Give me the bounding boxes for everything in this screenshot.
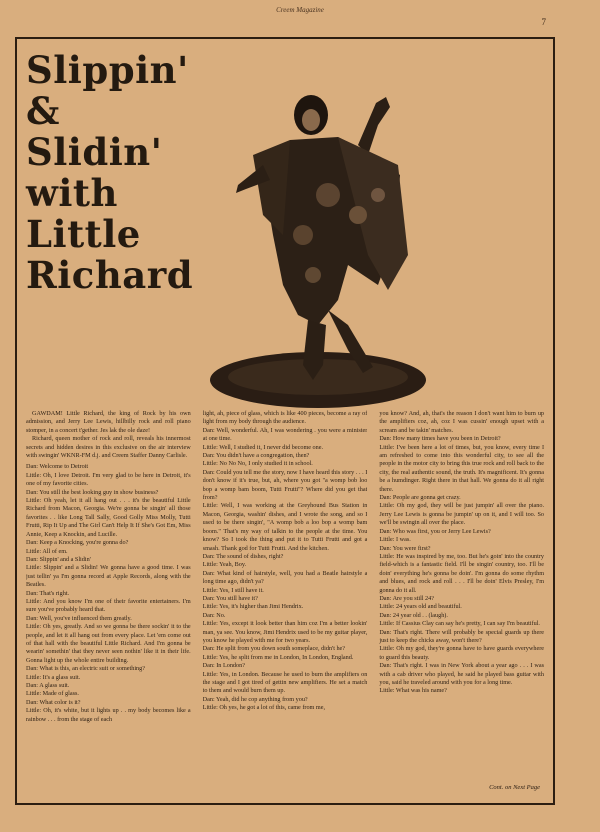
- article-paragraph: Little: I was.: [379, 536, 411, 544]
- article-paragraph: Little: Oh, it's white, but it lights up . . my body becomes like a rainbow . . . from the stage of each: [26, 707, 191, 723]
- article-paragraph: Dan: No.: [202, 611, 226, 619]
- article-paragraph: Dan: Who was first, you or Jerry Lee Lewis?: [379, 527, 491, 535]
- article-paragraph: Dan: People are gonna get crazy.: [379, 494, 461, 502]
- headline-line: &: [26, 89, 60, 133]
- article-paragraph: Dan: What color is it?: [26, 698, 81, 706]
- article-paragraph: Dan: Well, wonderful. Ah, I was wondering . you were a minister at one time.: [202, 426, 368, 443]
- article-paragraph: Little: Oh yes, greatly. And so we gonna be there sockin' it to the people, and let it all hang out from every place. Let 'em come out of that hall with the beautiful Little Richard. And I'm gonna be wearin' somethin' that they never seen nothin' like it in their life. Gonna light up the whole entire building.: [26, 623, 191, 664]
- article-paragraph: Little: Yes, I still have it.: [202, 586, 264, 594]
- article-paragraph: Little: I've been here a lot of times, but, you know, every time I am refreshed to come into this wonderful city, to see all the people in the motor city to bring this true rock and roll back to the city, the real authentic sound, the truth. It's magnificent. It's gonna be a humdinger. Right there in that hall. We gonna do it all right there.: [379, 443, 545, 493]
- article-paragraph: Little: What was his name?: [379, 687, 447, 695]
- article-paragraph: Little: Well, I was working at the Greyhound Bus Station in Macon, Georgia, washin' dishes, and I wrote the song, and so I used to be there singin', "A womp bob a loo bop a womp bam boom." That's my way of talkin to the people at the time. You know? So I took the thing and put it to Tutti Frutti and got a smash. Thank god for Tutti Frutti. And the kitchen.: [202, 502, 368, 552]
- article-paragraph: Dan: He split from you down south someplace, didn't he?: [202, 645, 346, 653]
- article-paragraph: Dan: That's right. I was in New York about a year ago . . . I was with a cab driver who played, he said he played bass guitar with you, said he traveled around with you for a long time.: [379, 662, 545, 686]
- article-paragraph: Dan: Are you still 24?: [379, 594, 434, 602]
- article-paragraph: light, ah, piece of glass, which is like 400 pieces, become a ray of light from my body through the audience.: [202, 410, 368, 426]
- article-paragraph: Dan: How many times have you been in Detroit?: [379, 435, 501, 443]
- article-paragraph: Dan: What is this, an electric suit or something?: [26, 665, 145, 673]
- article-paragraph: Little: Oh yes, he got a lot of this, came from me,: [202, 704, 326, 712]
- article-column: [379, 410, 544, 794]
- article-paragraph: Dan: What kind of hairstyle, well, you had a Beatle hairstyle a long time ago, didn't ya?: [202, 569, 368, 586]
- headline-line: Slidin': [26, 130, 163, 174]
- article-paragraph: Richard, queen mother of rock and roll, reveals his innermost secrets and hidden desires in this exclusive on the air interview with swingin' WKNR-FM d.j. and Creem Staffer Danny Carlisle.: [26, 435, 191, 460]
- article-paragraph: Little: 24 years old and beautiful.: [379, 603, 462, 611]
- article-paragraph: Little: Slippin' and a Slidin! We gonna have a good time. I was just tellin' ya I'm gonna record at Apple Records, along with the Beatles.: [26, 564, 191, 589]
- article-paragraph: GAWDAM! Little Richard, the king of Rock by his own admission, and Jerry Lee Lewis, hillbilly rock and roll piano stomper, in a concert t'gether. Jes lak the ole daze!: [26, 410, 191, 434]
- article-paragraph: Little: Oh yeah, let it all hang out . . . it's the beautiful Little Richard from Macon, Georgia. We're gonna be singin' all those favorites . . like Long Tall Sally, Good Golly Miss Molly, Tutti Frutti, Rip It Up and The Girl Can't Help It If She's Got Em, Miss Annie, Keep a Knockin, and Lucille.: [26, 497, 191, 538]
- article-paragraph: Little: It's a glass suit.: [26, 673, 81, 681]
- article-paragraph: Dan: You still the best looking guy in show business?: [26, 488, 159, 496]
- article-paragraph: Little: No No No, I only studied it in school.: [202, 460, 313, 468]
- article-paragraph: Little: Made of glass.: [26, 690, 79, 698]
- article-paragraph: Little: Well, I studied it, I never did become one.: [202, 443, 324, 451]
- headline-line: Little: [26, 212, 141, 256]
- article-paragraph: Dan: You were first?: [379, 544, 431, 552]
- headline-line: Richard: [26, 253, 194, 297]
- article-paragraph: Dan: The sound of dishes, right?: [202, 552, 284, 560]
- article-paragraph: Little: Yes, except it look better than him coz I'm a better lookin' man, ya see. You know, Jimi Hendrix used to be my guitar player, you know he played with me for two years.: [202, 620, 368, 644]
- article-paragraph: Dan: 24 year old . . (laugh).: [379, 611, 448, 619]
- headline-line: with: [26, 171, 118, 215]
- article-paragraph: Dan: Well, you've influenced them greatly.: [26, 614, 132, 622]
- article-paragraph: Dan: Welcome to Detroit: [26, 463, 89, 471]
- article-paragraph: Dan: Could you tell me the story, now I have heard this story . . . I don't know if it's true, but, ah, where you got "a womp bob loo bop a womp bam boom, Tutti Frutti"? Where did you get that from?: [202, 468, 368, 502]
- article-column: [26, 410, 191, 794]
- article-paragraph: Little: Yes, in London. Because he used to burn the amplifiers on the stage and I got tired of gettin new amplifiers. He set a match to them and would burn them up.: [202, 670, 368, 695]
- continued-note: Cont. on Next Page: [489, 784, 540, 791]
- article-paragraph: Little: He was inspired by me, too. But he's goin' into the country field-which is a fantastic field. I'll be singin' country, too. I'll be doin' everything he's gonna be doin'. I'm gonna do some rhythm and blues, and rock and roll . . . I'll be doin' Elvis Presley, I'm gonna do it all.: [379, 552, 545, 594]
- article-paragraph: Dan: Yeah, did he cop anything from you?: [202, 695, 308, 703]
- article-paragraph: Little: All of em.: [26, 547, 68, 555]
- article-paragraph: Little: Yes, he split from me in London, In London, England.: [202, 653, 354, 661]
- article-paragraph: Little: Oh my god, they will be just jumpin' all over the piano. Jerry Lee Lewis is gonna be jumpin' up on it, and I will too. So we'll be swingin all over the place.: [379, 502, 545, 527]
- page-header: Creem Magazine: [276, 6, 324, 14]
- headline-line: Slippin': [26, 48, 189, 92]
- article-paragraph: Little: If Cassius Clay can say he's pretty, I can say I'm beautiful.: [379, 620, 540, 628]
- article-column: [203, 410, 368, 794]
- page-number: 7: [541, 17, 546, 27]
- article-paragraph: Little: And you know I'm one of their favorite entertainers. I'm sure you've probably heard that.: [26, 597, 191, 614]
- article-paragraph: Dan: A glass suit.: [26, 682, 70, 689]
- article-paragraph: Dan: Slippin' and a Slidin': [26, 555, 91, 563]
- article-paragraph: Little: Oh my god, they're gonna have to have guards everywhere to guard this beauty.: [379, 645, 545, 661]
- dancing-performer-photo: [208, 85, 438, 420]
- article-paragraph: Dan: You didn't have a congregation, then?: [202, 452, 310, 460]
- article-paragraph: Dan: You still have it?: [202, 594, 258, 602]
- article-paragraph: Dan: That's right. There will probably be special guards up there just to keep the chicks away, won't there?: [379, 628, 545, 644]
- article-paragraph: Dan: Keep a Knocking, you're gonna do?: [26, 539, 129, 547]
- article-paragraph: Dan: In London?: [202, 662, 245, 670]
- article-paragraph: Little: Yeah, Boy.: [202, 561, 247, 569]
- article-columns: [26, 410, 544, 794]
- article-paragraph: you know? And, ah, that's the reason I don't want him to burn up the amplifiers coz, ah, coz I was cussin' enough upset with a scream and be takin' matches.: [379, 410, 545, 434]
- article-paragraph: Little: Yes, it's higher than Jimi Hendrix.: [202, 603, 304, 611]
- article-paragraph: Dan: That's right.: [26, 589, 70, 597]
- article-paragraph: Little: Oh, I love Detroit. I'm very glad to be here in Detroit, it's one of my favorite cities.: [26, 471, 191, 488]
